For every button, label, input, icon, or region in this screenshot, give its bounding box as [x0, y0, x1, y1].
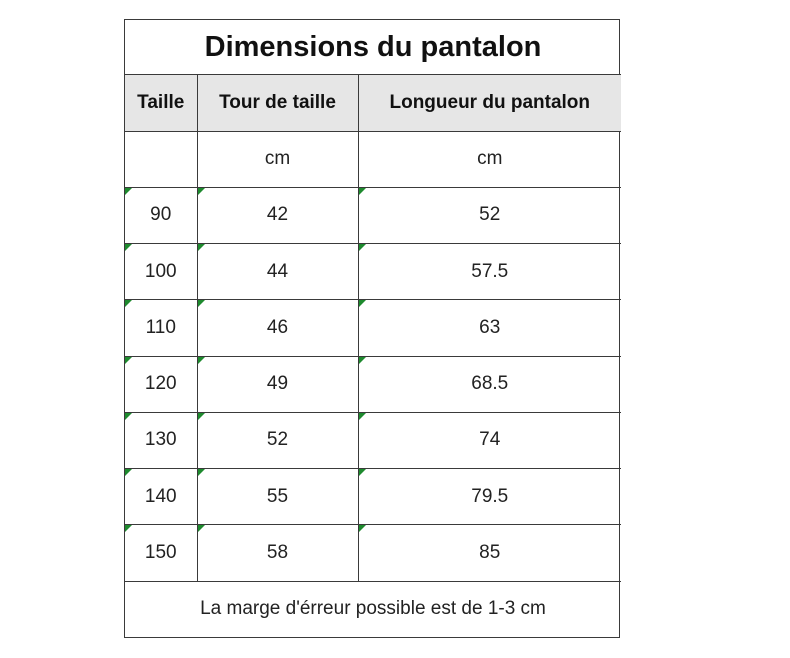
comment-marker-icon [125, 413, 132, 420]
comment-marker-icon [359, 300, 366, 307]
table-row [125, 356, 621, 412]
table-row [125, 300, 621, 356]
size-chart-table [124, 19, 620, 638]
table-row [125, 244, 621, 300]
comment-marker-icon [125, 188, 132, 195]
unit-longueur: cm [358, 131, 621, 187]
cell-text: 44 [266, 260, 289, 282]
cell-longueur [358, 300, 621, 356]
cell-text: 57.5 [471, 260, 509, 282]
table-title: Dimensions du pantalon [125, 20, 621, 75]
cell-taille [125, 187, 197, 243]
comment-marker-icon [125, 300, 132, 307]
cell-text: 120 [144, 373, 177, 395]
cell-text: 110 [145, 316, 176, 338]
cell-text: 46 [266, 316, 289, 338]
comment-marker-icon [359, 188, 366, 195]
cell-text: 42 [266, 204, 289, 226]
cell-tour-de-taille [197, 525, 358, 581]
cell-text: 52 [266, 429, 289, 451]
cell-text: 68.5 [471, 373, 509, 395]
cell-taille [125, 525, 197, 581]
comment-marker-icon [359, 244, 366, 251]
cell-text: 90 [150, 204, 172, 226]
table-row [125, 412, 621, 468]
cell-longueur [358, 356, 621, 412]
cell-longueur [358, 469, 621, 525]
cell-text: 79.5 [471, 485, 509, 507]
comment-marker-icon [359, 525, 366, 532]
table-row [125, 469, 621, 525]
comment-marker-icon [359, 357, 366, 364]
header-taille: Taille [125, 75, 197, 131]
cell-text: 63 [479, 316, 501, 338]
cell-taille [125, 412, 197, 468]
comment-marker-icon [198, 469, 205, 476]
comment-marker-icon [198, 244, 205, 251]
cell-text: 58 [266, 542, 289, 564]
comment-marker-icon [198, 357, 205, 364]
table-row [125, 525, 621, 581]
cell-longueur [358, 525, 621, 581]
comment-marker-icon [198, 525, 205, 532]
table-row [125, 187, 621, 243]
comment-marker-icon [198, 413, 205, 420]
comment-marker-icon [125, 469, 132, 476]
cell-tour-de-taille [197, 469, 358, 525]
cell-tour-de-taille [197, 300, 358, 356]
cell-taille [125, 300, 197, 356]
cell-text: 52 [479, 204, 501, 226]
cell-longueur [358, 244, 621, 300]
header-tour-de-taille: Tour de taille [197, 75, 358, 131]
cell-taille [125, 356, 197, 412]
cell-longueur [358, 412, 621, 468]
comment-marker-icon [198, 300, 205, 307]
cell-longueur [358, 187, 621, 243]
comment-marker-icon [125, 525, 132, 532]
cell-text: 74 [479, 429, 501, 451]
cell-text: 85 [479, 542, 501, 564]
comment-marker-icon [125, 244, 132, 251]
cell-tour-de-taille [197, 412, 358, 468]
cell-text: 130 [144, 429, 177, 451]
cell-tour-de-taille [197, 187, 358, 243]
cell-text: 100 [144, 260, 177, 282]
cell-text: 150 [144, 542, 177, 564]
cell-tour-de-taille [197, 356, 358, 412]
unit-tour-de-taille: cm [197, 131, 358, 187]
cell-text: 55 [266, 485, 289, 507]
comment-marker-icon [198, 188, 205, 195]
cell-text: 140 [144, 485, 177, 507]
comment-marker-icon [359, 413, 366, 420]
size-table [125, 20, 621, 637]
unit-taille [125, 131, 197, 187]
header-longueur: Longueur du pantalon [358, 75, 621, 131]
error-margin-note: La marge d'érreur possible est de 1-3 cm [125, 581, 621, 637]
cell-text: 49 [266, 373, 289, 395]
cell-taille [125, 244, 197, 300]
comment-marker-icon [125, 357, 132, 364]
cell-taille [125, 469, 197, 525]
comment-marker-icon [359, 469, 366, 476]
cell-tour-de-taille [197, 244, 358, 300]
